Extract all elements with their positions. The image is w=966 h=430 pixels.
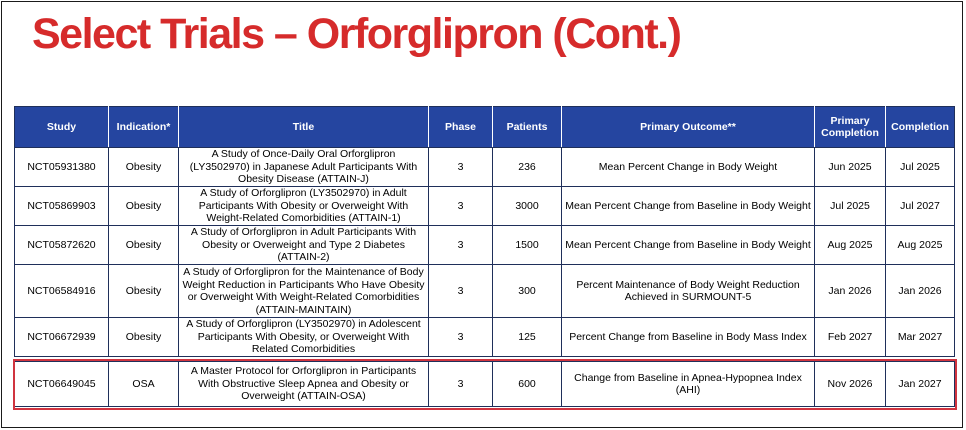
cell-completion: Jan 2026 (886, 265, 955, 318)
cell-title: A Study of Orforglipron (LY3502970) in Adult Participants With Obesity or Overweight With Weight-Related Comorbidities (ATTAIN-1) (179, 187, 429, 226)
cell-patients: 125 (493, 318, 562, 357)
header-title: Title (179, 107, 429, 148)
table-header-row (15, 107, 955, 148)
cell-patients: 600 (493, 362, 562, 407)
cell-phase: 3 (429, 226, 493, 265)
cell-completion: Jan 2027 (886, 362, 955, 407)
cell-completion: Jul 2025 (886, 148, 955, 187)
cell-completion: Aug 2025 (886, 226, 955, 265)
cell-study: NCT06649045 (15, 362, 109, 407)
cell-phase: 3 (429, 187, 493, 226)
cell-primary-completion: Aug 2025 (815, 226, 886, 265)
cell-title: A Study of Orforglipron (LY3502970) in Adolescent Participants With Obesity, or Overweight With Related Comorbidities (179, 318, 429, 357)
slide-title: Select Trials – Orforglipron (Cont.) (32, 10, 681, 58)
cell-indication: Obesity (109, 265, 179, 318)
cell-study: NCT06672939 (15, 318, 109, 357)
cell-outcome: Mean Percent Change from Baseline in Body Weight (562, 187, 815, 226)
table-row (15, 318, 955, 357)
cell-patients: 236 (493, 148, 562, 187)
cell-completion: Mar 2027 (886, 318, 955, 357)
cell-primary-completion: Nov 2026 (815, 362, 886, 407)
cell-indication: OSA (109, 362, 179, 407)
cell-indication: Obesity (109, 318, 179, 357)
cell-primary-completion: Jan 2026 (815, 265, 886, 318)
cell-study: NCT06584916 (15, 265, 109, 318)
table-row (15, 148, 955, 187)
cell-patients: 3000 (493, 187, 562, 226)
header-patients: Patients (493, 107, 562, 148)
cell-outcome: Mean Percent Change in Body Weight (562, 148, 815, 187)
cell-title: A Study of Orforglipron for the Maintenance of Body Weight Reduction in Participants Who Have Obesity or Overweight With Weight-Related Comorbidities (ATTAIN-MAINTAIN) (179, 265, 429, 318)
cell-phase: 3 (429, 265, 493, 318)
header-primary-completion: Primary Completion (815, 107, 886, 148)
cell-primary-completion: Jun 2025 (815, 148, 886, 187)
cell-outcome: Percent Maintenance of Body Weight Reduction Achieved in SURMOUNT-5 (562, 265, 815, 318)
cell-outcome: Percent Change from Baseline in Body Mass Index (562, 318, 815, 357)
cell-phase: 3 (429, 318, 493, 357)
header-indication: Indication* (109, 107, 179, 148)
header-primary-outcome: Primary Outcome** (562, 107, 815, 148)
cell-patients: 1500 (493, 226, 562, 265)
cell-study: NCT05931380 (15, 148, 109, 187)
cell-indication: Obesity (109, 148, 179, 187)
table-row (15, 265, 955, 318)
header-phase: Phase (429, 107, 493, 148)
cell-indication: Obesity (109, 187, 179, 226)
cell-title: A Study of Once-Daily Oral Orforglipron (LY3502970) in Japanese Adult Participants With Obesity Disease (ATTAIN-J) (179, 148, 429, 187)
header-completion: Completion (886, 107, 955, 148)
cell-primary-completion: Jul 2025 (815, 187, 886, 226)
cell-indication: Obesity (109, 226, 179, 265)
cell-primary-completion: Feb 2027 (815, 318, 886, 357)
cell-title: A Master Protocol for Orforglipron in Participants With Obstructive Sleep Apnea and Obesity or Overweight (ATTAIN-OSA) (179, 362, 429, 407)
header-study: Study (15, 107, 109, 148)
cell-phase: 3 (429, 148, 493, 187)
trials-table (14, 106, 955, 407)
table-row-highlighted (15, 362, 955, 407)
cell-completion: Jul 2027 (886, 187, 955, 226)
cell-title: A Study of Orforglipron in Adult Participants With Obesity or Overweight and Type 2 Diabetes (ATTAIN-2) (179, 226, 429, 265)
cell-study: NCT05869903 (15, 187, 109, 226)
cell-outcome: Change from Baseline in Apnea-Hypopnea Index (AHI) (562, 362, 815, 407)
table-row (15, 226, 955, 265)
table-row (15, 187, 955, 226)
cell-study: NCT05872620 (15, 226, 109, 265)
cell-phase: 3 (429, 362, 493, 407)
cell-outcome: Mean Percent Change from Baseline in Body Weight (562, 226, 815, 265)
cell-patients: 300 (493, 265, 562, 318)
